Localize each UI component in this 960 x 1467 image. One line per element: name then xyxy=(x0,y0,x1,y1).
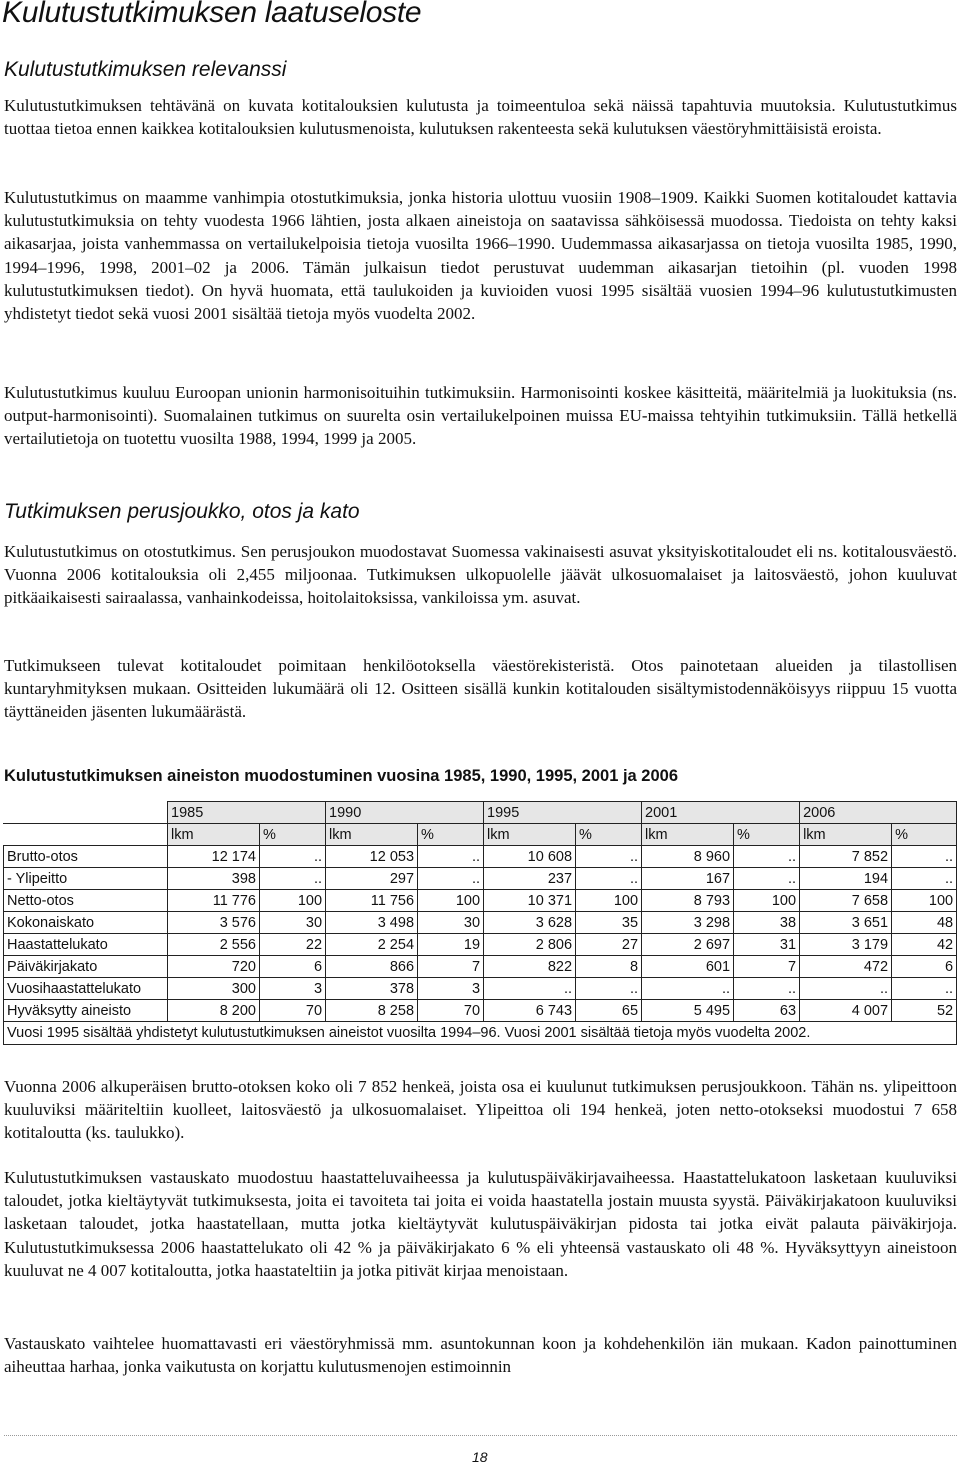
cell-count: 2 697 xyxy=(642,934,734,956)
paragraph-gross-sample: Vuonna 2006 alkuperäisen brutto-otoksen koko oli 7 852 henkeä, joista osa ei kuulunut tutkimuksen perusjoukkoon. Tähän ns. ylipeittoon kuuluviksi määriteltiin kuolleet, laitosväestö ja ulkosuomalaiset. Ylipeittoa oli 194 henkeä, joten netto-otokseksi muodostui 7 658 kotitaloutta (ks. taulukko). xyxy=(4,1077,957,1143)
cell-percent: 3 xyxy=(418,978,484,1000)
cell-percent: 48 xyxy=(892,912,957,934)
table-row xyxy=(4,868,957,890)
cell-percent: 3 xyxy=(260,978,326,1000)
unit-header-lkm: lkm xyxy=(800,824,892,846)
cell-percent: .. xyxy=(892,868,957,890)
paragraph-sampling: Tutkimukseen tulevat kotitaloudet poimitaan henkilöotoksella väestörekisteristä. Otos painotetaan alueiden ja tilastollisen kuntaryhmityksen mukaan. Ositteiden lukumäärä oli 12. Ositteen sisällä kunkin kotitalouden sisältymistodennäköisyys riippuu 15 vuotta täyttäneiden jäsenten lukumäärästä. xyxy=(4,656,957,722)
cell-count: 2 556 xyxy=(168,934,260,956)
cell-count: .. xyxy=(800,978,892,1000)
cell-percent: .. xyxy=(892,846,957,868)
cell-percent: 27 xyxy=(576,934,642,956)
cell-count: 2 254 xyxy=(326,934,418,956)
cell-percent: 7 xyxy=(734,956,800,978)
cell-count: 8 793 xyxy=(642,890,734,912)
row-label: - Ylipeitto xyxy=(4,868,168,890)
cell-percent: 100 xyxy=(576,890,642,912)
page-number: 18 xyxy=(472,1449,488,1465)
cell-count: 12 053 xyxy=(326,846,418,868)
cell-count: 720 xyxy=(168,956,260,978)
unit-header-pct: % xyxy=(734,824,800,846)
cell-percent: 22 xyxy=(260,934,326,956)
cell-percent: .. xyxy=(418,846,484,868)
cell-percent: .. xyxy=(576,978,642,1000)
section-heading-relevance: Kulutustutkimuksen relevanssi xyxy=(4,58,287,81)
cell-count: 11 756 xyxy=(326,890,418,912)
cell-count: 167 xyxy=(642,868,734,890)
cell-count: 8 960 xyxy=(642,846,734,868)
cell-count: 6 743 xyxy=(484,1000,576,1022)
paragraph-history: Kulutustutkimus on maamme vanhimpia otostutkimuksia, jonka historia ulottuu vuosiin 1908–1909. Kaikki Suomen kotitaloudet kattavia kulutustutkimuksia on tehty vuodesta 1966 lähtien, josta alkaen aineistoja on saatavissa sähköisessä muodossa. Tiedoista on tehty kaksi aikasarjaa, joista vanhemmassa on vertailukelpoisia tietoja vuosilta 1966–1990. Uudemmassa aikasarjassa on tietoja vuosilta 1985, 1990, 1994–1996, 1998, 2001–02 ja 2006. Tämän julkaisun tiedot perustuvat uudemman aikasarjan tietoihin (pl. vuoden 1998 kulutustutkimuksen tiedot). On hyvä huomata, että taulukoiden ja kuvioiden vuosi 1995 sisältää vuosien 1994–96 kulutustutkimusten yhdistetyt tiedot sekä vuosi 2001 sisältää tietoja myös vuodelta 2002. xyxy=(4,188,957,324)
paragraph-purpose: Kulutustutkimuksen tehtävänä on kuvata kotitalouksien kulutusta ja toimeentuloa sekä näissä tapahtuvia muutoksia. Kulutustutkimus tuottaa tietoa ennen kaikkea kotitalouksien kulutusmenoista, kulutuksen rakenteesta sekä kulutuksen väestöryhmittäisistä eroista. xyxy=(4,96,957,139)
row-label: Hyväksytty aineisto xyxy=(4,1000,168,1022)
table-header-years xyxy=(4,802,957,824)
cell-count: 12 174 xyxy=(168,846,260,868)
table-row xyxy=(4,1000,957,1022)
cell-count: 4 007 xyxy=(800,1000,892,1022)
unit-header-pct: % xyxy=(418,824,484,846)
cell-percent: 100 xyxy=(892,890,957,912)
row-label: Päiväkirjakato xyxy=(4,956,168,978)
cell-count: 7 852 xyxy=(800,846,892,868)
year-header: 1995 xyxy=(484,802,642,824)
paragraph-variation: Vastauskato vaihtelee huomattavasti eri väestöryhmissä mm. asuntokunnan koon ja kohdehenkilön iän mukaan. Kadon painottuminen aiheuttaa harhaa, jonka vaikutusta on korjattu kulutusmenojen estimoinnin xyxy=(4,1334,957,1377)
cell-percent: 52 xyxy=(892,1000,957,1022)
cell-count: .. xyxy=(642,978,734,1000)
cell-count: 10 371 xyxy=(484,890,576,912)
unit-header-pct: % xyxy=(576,824,642,846)
cell-count: 300 xyxy=(168,978,260,1000)
unit-header-lkm: lkm xyxy=(326,824,418,846)
cell-count: 601 xyxy=(642,956,734,978)
unit-header-lkm: lkm xyxy=(168,824,260,846)
cell-percent: 6 xyxy=(260,956,326,978)
cell-count: 3 628 xyxy=(484,912,576,934)
paragraph-harmonisation: Kulutustutkimus kuuluu Euroopan unionin harmonisoituihin tutkimuksiin. Harmonisointi koskee käsitteitä, määritelmiä ja luokituksia (ns. output-harmonisointi). Suomalainen tutkimus on suurelta osin vertailukelpoinen muissa EU-maissa tehtyihin tutkimuksiin. Tällä hetkellä vertailutietoja on tuotettu vuosilta 1988, 1994, 1999 ja 2005. xyxy=(4,383,957,449)
table-row xyxy=(4,956,957,978)
cell-percent: 100 xyxy=(260,890,326,912)
cell-count: 3 498 xyxy=(326,912,418,934)
cell-count: 5 495 xyxy=(642,1000,734,1022)
unit-header-lkm: lkm xyxy=(642,824,734,846)
table-note-row xyxy=(4,1022,957,1045)
cell-count: 378 xyxy=(326,978,418,1000)
cell-percent: .. xyxy=(734,846,800,868)
cell-percent: 30 xyxy=(260,912,326,934)
year-header: 1985 xyxy=(168,802,326,824)
table-body xyxy=(4,846,957,1022)
paragraph-population: Kulutustutkimus on otostutkimus. Sen perusjoukon muodostavat Suomessa vakinaisesti asuvat yksityiskotitaloudet eli ns. kotitalousväestö. Vuonna 2006 kotitalouksia oli 2,455 miljoonaa. Tutkimuksen ulkopuolelle jäävät ulkosuomalaiset ja laitosväestö, johon kuuluvat pitkäaikaisesti sairaalassa, vanhainkodeissa, hoitolaitoksissa, vankiloissa ym. asuvat. xyxy=(4,542,957,608)
cell-percent: .. xyxy=(576,846,642,868)
cell-count: 8 200 xyxy=(168,1000,260,1022)
year-header: 1990 xyxy=(326,802,484,824)
cell-percent: .. xyxy=(576,868,642,890)
table-row xyxy=(4,978,957,1000)
footer-divider xyxy=(4,1435,957,1436)
cell-count: 472 xyxy=(800,956,892,978)
cell-count: 7 658 xyxy=(800,890,892,912)
cell-count: 237 xyxy=(484,868,576,890)
cell-percent: .. xyxy=(418,868,484,890)
unit-header-pct: % xyxy=(892,824,957,846)
row-label: Netto-otos xyxy=(4,890,168,912)
cell-percent: 35 xyxy=(576,912,642,934)
cell-percent: .. xyxy=(260,846,326,868)
table-row xyxy=(4,846,957,868)
cell-count: .. xyxy=(484,978,576,1000)
cell-count: 398 xyxy=(168,868,260,890)
row-label: Kokonaiskato xyxy=(4,912,168,934)
cell-count: 10 608 xyxy=(484,846,576,868)
table-row xyxy=(4,934,957,956)
table-corner xyxy=(4,824,168,846)
cell-count: 822 xyxy=(484,956,576,978)
cell-count: 2 806 xyxy=(484,934,576,956)
row-label: Brutto-otos xyxy=(4,846,168,868)
cell-percent: 70 xyxy=(418,1000,484,1022)
cell-count: 3 576 xyxy=(168,912,260,934)
cell-percent: 70 xyxy=(260,1000,326,1022)
cell-percent: 38 xyxy=(734,912,800,934)
cell-percent: 100 xyxy=(734,890,800,912)
unit-header-pct: % xyxy=(260,824,326,846)
row-label: Vuosihaastattelukato xyxy=(4,978,168,1000)
cell-percent: 7 xyxy=(418,956,484,978)
cell-percent: .. xyxy=(892,978,957,1000)
year-header: 2006 xyxy=(800,802,957,824)
cell-count: 3 298 xyxy=(642,912,734,934)
year-header: 2001 xyxy=(642,802,800,824)
cell-percent: .. xyxy=(734,868,800,890)
cell-count: 8 258 xyxy=(326,1000,418,1022)
unit-header-lkm: lkm xyxy=(484,824,576,846)
cell-percent: 31 xyxy=(734,934,800,956)
cell-count: 3 651 xyxy=(800,912,892,934)
cell-percent: 8 xyxy=(576,956,642,978)
cell-count: 297 xyxy=(326,868,418,890)
cell-count: 3 179 xyxy=(800,934,892,956)
cell-percent: 42 xyxy=(892,934,957,956)
table-note: Vuosi 1995 sisältää yhdistetyt kulutustutkimuksen aineistot vuosilta 1994–96. Vuosi 2001 sisältää tietoja myös vuodelta 2002. xyxy=(4,1022,957,1045)
cell-percent: .. xyxy=(260,868,326,890)
cell-percent: 19 xyxy=(418,934,484,956)
cell-percent: 100 xyxy=(418,890,484,912)
table-row xyxy=(4,912,957,934)
section-heading-sample: Tutkimuksen perusjoukko, otos ja kato xyxy=(4,500,360,523)
table-row xyxy=(4,890,957,912)
cell-count: 194 xyxy=(800,868,892,890)
sample-table xyxy=(3,801,957,1045)
cell-percent: .. xyxy=(734,978,800,1000)
row-label: Haastattelukato xyxy=(4,934,168,956)
paragraph-nonresponse: Kulutustutkimuksen vastauskato muodostuu haastatteluvaiheessa ja kulutuspäiväkirjavaiheessa. Haastattelukatoon lasketaan kuuluviksi taloudet, jotka kieltäytyvät tutkimuksesta, joita ei tavoiteta tai joita ei voida haastatella jostain muusta syystä. Päiväkirjakatoon kuuluviksi lasketaan taloudet, jotka haastatellaan, mutta jotka kieltäytyvät kulutuspäiväkirjan pidosta tai jotka eivät palauta päiväkirjoja. Kulutustutkimuksessa 2006 haastattelukato oli 42 % ja päiväkirjakato 6 % eli yhteensä vastauskato oli 48 %. Hyväksyttyyn aineistoon kuuluvat ne 4 007 kotitaloutta, jotka haastateltiin ja jotka pitivät kirjaa menoistaan. xyxy=(4,1168,957,1280)
cell-percent: 30 xyxy=(418,912,484,934)
cell-count: 866 xyxy=(326,956,418,978)
table-title: Kulutustutkimuksen aineiston muodostuminen vuosina 1985, 1990, 1995, 2001 ja 2006 xyxy=(4,767,679,785)
cell-percent: 63 xyxy=(734,1000,800,1022)
table-header-units xyxy=(4,824,957,846)
table-corner xyxy=(4,802,168,824)
cell-percent: 65 xyxy=(576,1000,642,1022)
cell-percent: 6 xyxy=(892,956,957,978)
cell-count: 11 776 xyxy=(168,890,260,912)
page-title: Kulutustutkimuksen laatuseloste xyxy=(2,0,422,29)
